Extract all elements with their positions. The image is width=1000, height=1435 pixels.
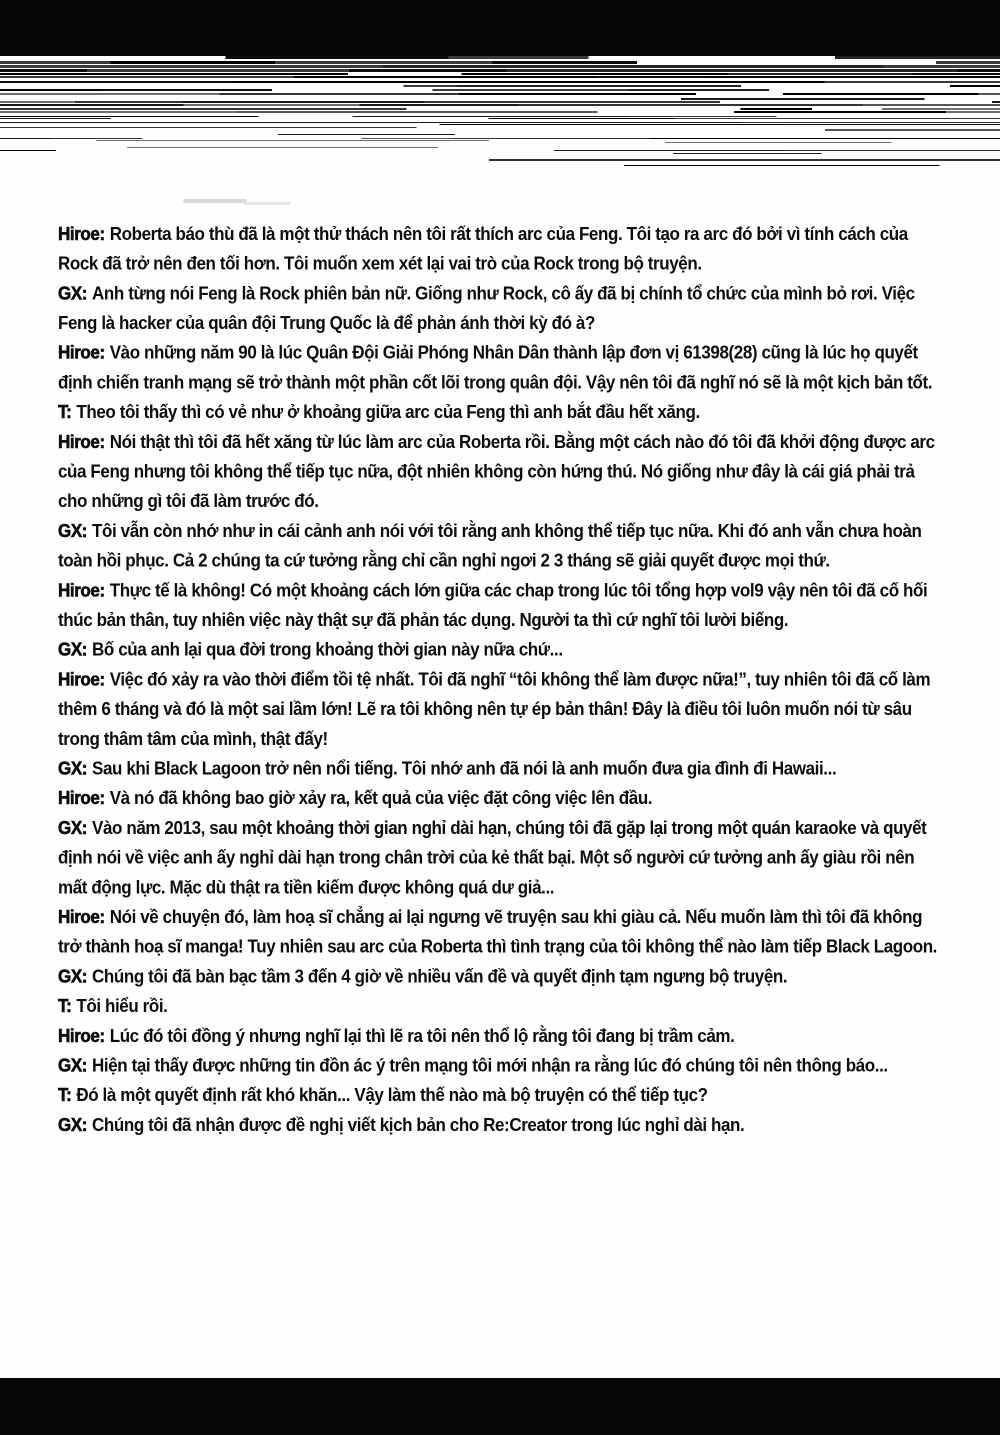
speed-lines-art	[0, 0, 1000, 178]
speaker-label: Hiroe:	[58, 906, 105, 928]
dialogue-turn	[58, 575, 942, 634]
dialogue-turn	[58, 397, 942, 427]
dialogue-turn	[58, 278, 942, 337]
speaker-label: GX:	[58, 965, 88, 987]
speed-line	[0, 101, 1000, 103]
speaker-label: GX:	[58, 758, 88, 779]
dialogue	[58, 219, 942, 1140]
dialogue-turn	[58, 783, 942, 813]
dialogue-text: Tôi hiểu rồi.	[76, 995, 168, 1017]
dialogue-turn	[58, 516, 942, 575]
bottom-black-band	[0, 1378, 1000, 1435]
dialogue-turn	[58, 338, 942, 397]
dialogue-text: Bố của anh lại qua đời trong khoảng thời gian này nữa chứ...	[92, 639, 563, 661]
dialogue-text: Và nó đã không bao giờ xảy ra, kết quả của việc đặt công việc lên đầu.	[109, 787, 653, 809]
speaker-label: Hiroe:	[58, 342, 105, 364]
speed-line	[0, 85, 1000, 87]
dialogue-text: Đó là một quyết định rất khó khăn... Vậy làm thế nào mà bộ truyện có thể tiếp tục?	[76, 1084, 708, 1106]
speed-line	[0, 111, 1000, 113]
dialogue-turn	[58, 219, 942, 278]
speaker-label: T:	[58, 1084, 72, 1106]
speaker-label: Hiroe:	[58, 787, 105, 809]
dialogue-turn	[58, 991, 942, 1021]
dialogue-text: Chúng tôi đã bàn bạc tầm 3 đến 4 giờ về nhiều vấn đề và quyết định tạm ngưng bộ truyện.	[92, 965, 788, 987]
speed-line	[0, 81, 1000, 83]
speed-line	[0, 147, 1000, 148]
speed-line	[0, 127, 1000, 128]
speed-line	[0, 138, 1000, 139]
speaker-label: Hiroe:	[58, 579, 105, 601]
speed-line	[0, 69, 1000, 72]
dialogue-turn	[58, 1110, 942, 1140]
scan-smudge	[243, 202, 291, 205]
speed-line	[0, 118, 1000, 119]
speed-line	[0, 116, 1000, 117]
speed-line	[0, 159, 1000, 161]
dialogue-turn	[58, 813, 942, 902]
speed-line	[0, 134, 1000, 135]
speed-line	[0, 65, 1000, 68]
dialogue-turn	[58, 1051, 942, 1081]
scan-smudge	[183, 199, 247, 203]
speaker-label: T:	[58, 995, 72, 1017]
speed-line	[0, 150, 1000, 151]
dialogue-text: Roberta báo thù đã là một thử thách nên tôi rất thích arc của Feng. Tôi tạo ra arc đó bởi vì tính cách của Rock đã trở nên đen tối hơn. Tôi muốn xem xét lại vai trò của Rock trong bộ truyện.	[58, 223, 908, 274]
speaker-label: Hiroe:	[58, 1025, 105, 1047]
speed-line	[0, 173, 1000, 175]
speed-line	[0, 165, 1000, 166]
speed-line	[0, 162, 1000, 163]
dialogue-text: Theo tôi thấy thì có vẻ như ở khoảng giữa arc của Feng thì anh bắt đầu hết xăng.	[76, 401, 700, 423]
speed-line	[0, 98, 1000, 100]
dialogue-turn	[58, 1080, 942, 1110]
speed-line	[0, 61, 1000, 64]
dialogue-turn	[58, 665, 942, 754]
dialogue-text: Tôi vẫn còn nhớ như in cái cảnh anh nói với tôi rằng anh không thể tiếp tục nữa. Khi đó anh vẫn chưa hoàn toàn hồi phục. Cả 2 chúng ta cứ tưởng rằng chỉ cần nghỉ ngơi 2 3 tháng sẽ giải quyết được mọi thứ.	[58, 520, 922, 571]
speed-line	[0, 76, 1000, 78]
speaker-label: GX:	[58, 1055, 88, 1076]
speaker-label: GX:	[58, 520, 88, 542]
speaker-label: Hiroe:	[58, 431, 105, 453]
dialogue-text: Vào năm 2013, sau một khoảng thời gian nghỉ dài hạn, chúng tôi đã gặp lại trong một quán karaoke và quyết định nói về việc anh ấy nghỉ dài hạn trong chân trời của kẻ thất bại. Một số người cứ tưởng anh ấy giàu rồi nên mất động lực. Mặc dù thật ra tiền kiếm được không quá dư giả...	[58, 817, 927, 898]
speed-line	[0, 108, 1000, 110]
speed-line	[0, 104, 1000, 106]
speed-line	[0, 142, 1000, 143]
dialogue-turn	[58, 902, 942, 961]
speed-line	[0, 93, 1000, 95]
speaker-label: Hiroe:	[58, 223, 105, 245]
dialogue-text: Nói về chuyện đó, làm hoạ sĩ chẳng ai lại ngưng vẽ truyện sau khi giàu cả. Nếu muốn làm thì tôi đã không trở thành hoạ sĩ manga! Tuy nhiên sau arc của Roberta thì tình trạng của tôi không thể nào làm tiếp Black Lagoon.	[58, 906, 938, 958]
dialogue-text: Sau khi Black Lagoon trở nên nổi tiếng. Tôi nhớ anh đã nói là anh muốn đưa gia đình đi Hawaii...	[92, 758, 837, 779]
speaker-label: Hiroe:	[58, 668, 105, 690]
speed-line	[0, 56, 1000, 59]
top-black-band	[0, 0, 1000, 58]
speaker-label: GX:	[58, 639, 88, 661]
speaker-label: T:	[58, 401, 72, 423]
speaker-label: GX:	[58, 1114, 88, 1136]
speed-line	[0, 168, 1000, 170]
dialogue-text: Chúng tôi đã nhận được đề nghị viết kịch bản cho Re:Creator trong lúc nghỉ dài hạn.	[92, 1114, 745, 1136]
speaker-label: GX:	[58, 282, 88, 304]
dialogue-turn	[58, 427, 942, 516]
dialogue-text: Anh từng nói Feng là Rock phiên bản nữ. Giống như Rock, cô ấy đã bị chính tổ chức của mình bỏ rơi. Việc Feng là hacker của quân đội Trung Quốc là để phản ánh thời kỳ đó à?	[58, 282, 915, 334]
speed-line	[0, 122, 1000, 123]
dialogue-text: Vào những năm 90 là lúc Quân Đội Giải Phóng Nhân Dân thành lập đơn vị 61398(28) cũng là lúc họ quyết định chiến tranh mạng sẽ trở thành một phần cốt lõi trong quân đội. Vậy nên tôi đã nghĩ nó sẽ là một kịch bản tốt.	[58, 342, 933, 393]
dialogue-turn	[58, 754, 942, 784]
dialogue-text: Thực tế là không! Có một khoảng cách lớn giữa các chap trong lúc tôi tổng hợp vol9 vậy nên tôi đã cố hối thúc bản thân, tuy nhiên việc này thật sự đã phản tác dụng. Người ta thì cứ nghĩ tôi lười biếng.	[58, 579, 928, 631]
dialogue-text: Lúc đó tôi đồng ý nhưng nghĩ lại thì lẽ ra tôi nên thổ lộ rằng tôi đang bị trầm cảm.	[109, 1025, 735, 1047]
speed-line	[0, 129, 1000, 131]
speed-line	[0, 153, 1000, 154]
dialogue-text: Nói thật thì tôi đã hết xăng từ lúc làm arc của Roberta rồi. Bằng một cách nào đó tôi đã khởi động được arc của Feng nhưng tôi không thể tiếp tục nữa, đột nhiên không còn hứng thú. Nó giống như đây là cái giá phải trả cho những gì tôi đã làm trước đó.	[58, 431, 935, 512]
speed-line	[0, 140, 1000, 141]
speed-line	[0, 89, 1000, 91]
dialogue-turn	[58, 962, 942, 992]
dialogue-text: Việc đó xảy ra vào thời điểm tồi tệ nhất. Tôi đã nghĩ “tôi không thể làm được nữa!”, tuy nhiên tôi đã cố làm thêm 6 tháng và đó là một sai lầm lớn! Lẽ ra tôi không nên tự ép bản thân! Đây là điều tôi luôn muốn nói từ sâu trong thâm tâm của mình, thật đấy!	[58, 668, 931, 750]
speed-line	[0, 73, 1000, 75]
speaker-label: GX:	[58, 817, 88, 839]
dialogue-turn	[58, 635, 942, 665]
dialogue-text: Hiện tại thấy được những tin đồn ác ý trên mạng tôi mới nhận ra rằng lúc đó chúng tôi nên thông báo...	[92, 1055, 888, 1076]
speed-line	[0, 124, 1000, 125]
dialogue-turn	[58, 1021, 942, 1051]
